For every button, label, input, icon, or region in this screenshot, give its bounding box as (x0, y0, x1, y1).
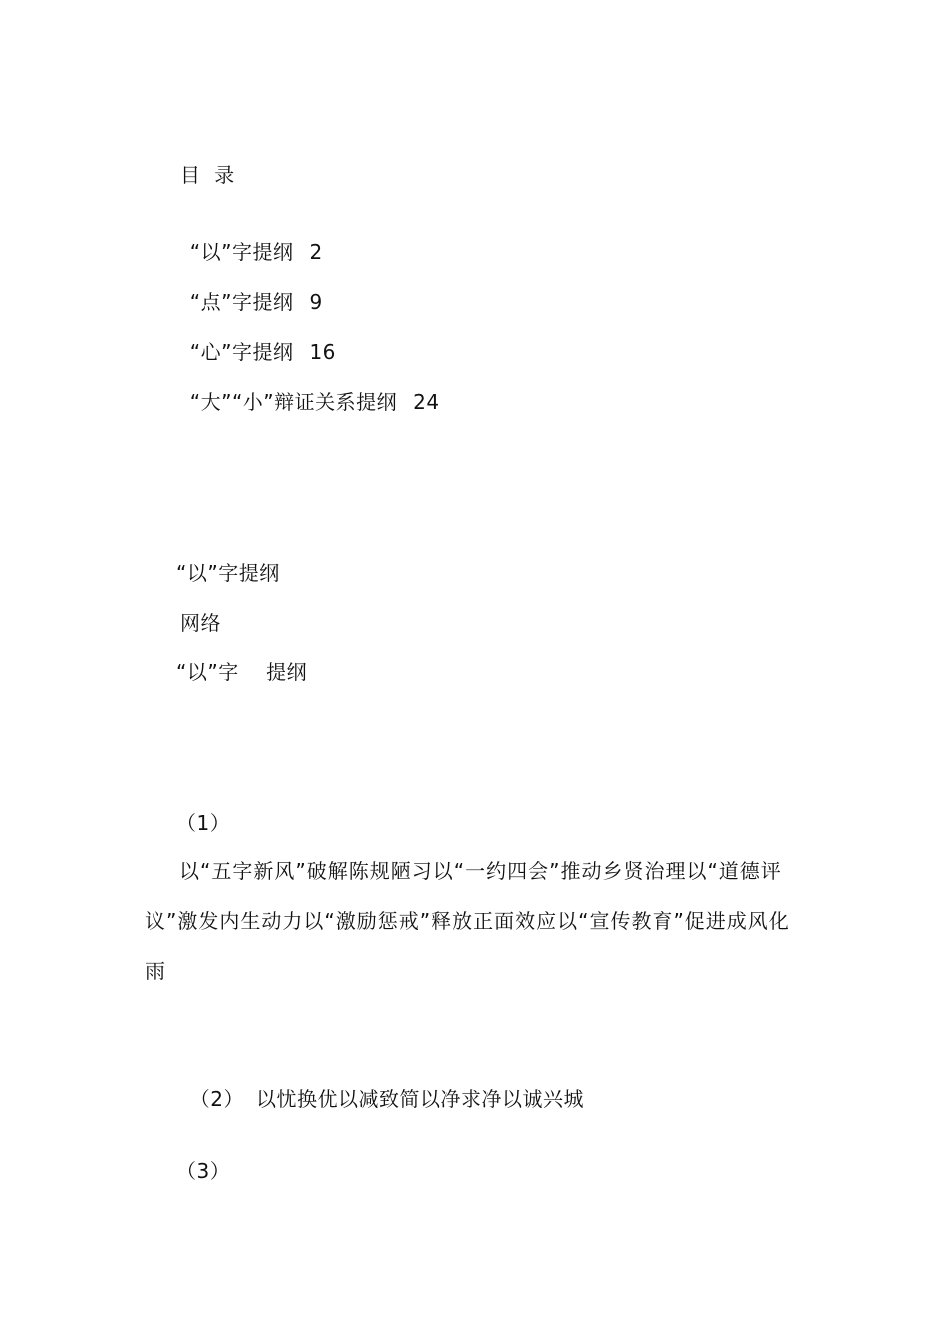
item-text: 以忧换优以减致简以净求净以诚兴城 (255, 1087, 584, 1111)
toc-entry[interactable] (176, 260, 323, 316)
section-title: “以”字提纲 (176, 561, 280, 585)
toc-entry-page: 24 (413, 390, 440, 414)
toc-entry-page: 16 (309, 340, 336, 364)
item-line (176, 1057, 584, 1113)
toc-entry-title: “大”“小”辩证关系提纲 (189, 390, 398, 414)
item-text: 以“五字新风”破解陈规陋习以“一约四会”推动乡贤治理以“道德评议”激发内生动力以“激励惩戒”释放正面效应以“宣传教育”促进成风化雨 (145, 859, 790, 983)
section-source: 网络 (180, 611, 221, 635)
toc-entry-title: “点”字提纲 (189, 290, 294, 314)
item-number: （2） (189, 1087, 244, 1111)
toc-entry-title: “以”字提纲 (189, 240, 294, 264)
toc-entry-page: 9 (309, 290, 323, 314)
toc-entry[interactable] (176, 210, 323, 266)
toc-entry-page: 2 (309, 240, 323, 264)
toc-entry[interactable] (176, 360, 440, 416)
toc-entry[interactable] (176, 310, 336, 366)
item-number: （1） (176, 811, 231, 835)
toc-heading: 目 录 (180, 163, 235, 187)
section-subtitle: “以”字 提纲 (176, 660, 308, 684)
item-number: （3） (176, 1159, 231, 1183)
toc-entry-title: “心”字提纲 (189, 340, 294, 364)
